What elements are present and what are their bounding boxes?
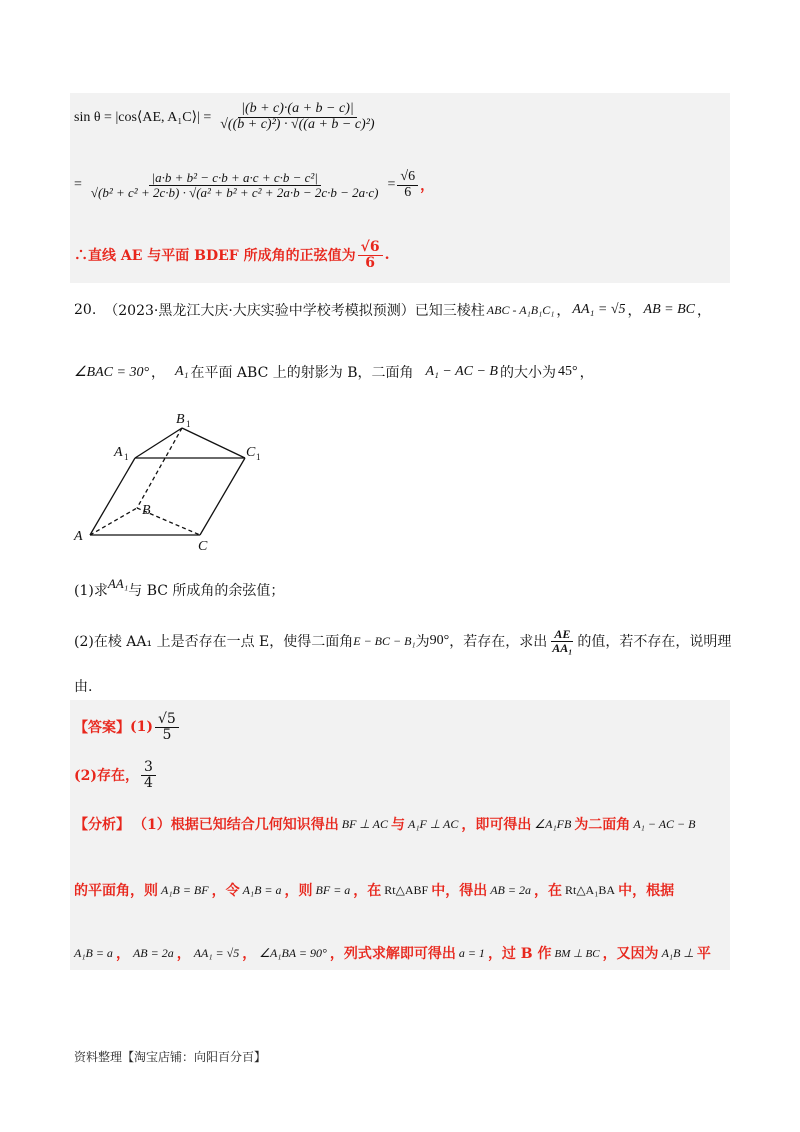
analysis-text: ，则: [284, 883, 313, 899]
q2-frac-numerator: AE: [551, 628, 573, 642]
q2-frac-denominator: AA₁: [552, 640, 573, 655]
q2-degree: 90°: [429, 633, 450, 649]
analysis-text: 的平面角，则: [74, 883, 158, 899]
solution-line-2: [74, 170, 434, 200]
analysis-label: 【分析】: [74, 817, 130, 833]
cos-fraction: [217, 102, 377, 132]
answer-part-1: (1): [130, 719, 153, 736]
analysis-math: a = 1: [458, 945, 485, 960]
answer-1-numerator: √5: [155, 712, 179, 728]
edge-b1-b-hidden: [137, 428, 182, 508]
edge-a-a1: [90, 458, 135, 535]
sep: ，: [627, 303, 642, 319]
analysis-text: 中，得出: [431, 883, 488, 899]
analysis-math: A₁B ⊥: [661, 945, 694, 960]
analysis-text: ，: [176, 946, 191, 962]
analysis-text: 中，根据: [618, 883, 675, 899]
edge-b1-c1: [182, 428, 245, 458]
problem-line-2: [74, 362, 594, 382]
result-fraction: [397, 170, 418, 200]
equals-sign: =: [74, 177, 82, 193]
edge-a-b-hidden: [90, 508, 137, 535]
answer-2-numerator: 3: [141, 760, 156, 776]
cos-numerator: |(b + c)·(a + b − c)|: [238, 102, 357, 118]
analysis-math: AB = 2a: [490, 882, 531, 897]
conclusion-numerator: √6: [358, 240, 383, 256]
problem-line-1: [74, 300, 711, 320]
aa1-length: AA₁ = √5: [572, 302, 626, 317]
label-b: B: [142, 503, 151, 518]
conclusion-fraction: [358, 240, 383, 270]
problem-source: （2023·黑龙江大庆·大庆实验中学校考模拟预测）已知三棱柱: [104, 303, 485, 319]
analysis-text: ，在: [353, 883, 382, 899]
sep: ，: [579, 365, 594, 381]
angle-bac: ∠BAC = 30°: [74, 364, 150, 380]
problem-number: 20.: [74, 302, 97, 318]
answer-line-1: [74, 712, 181, 742]
analysis-text: ，即可得出: [461, 817, 532, 833]
analysis-text: 为二面角: [574, 817, 631, 833]
answer-line-2: [74, 760, 158, 790]
label-a1: A: [114, 445, 123, 460]
projection-text: 在平面 ABC 上的射影为 B，二面角: [190, 365, 414, 381]
analysis-text: 与: [390, 817, 405, 833]
analysis-text: ，列式求解即可得出: [329, 946, 456, 962]
analysis-line-1: [74, 814, 695, 834]
equals-sign-2: =: [387, 177, 396, 193]
solution-line-1: [74, 102, 380, 132]
sep: ，: [696, 303, 711, 319]
answer-1-fraction: [155, 712, 179, 742]
analysis-math: BM ⊥ BC: [554, 947, 600, 960]
analysis-text: ，令: [211, 883, 240, 899]
conclusion-text: ∴直线 AE 与平面 BDEF 所成角的正弦值为: [74, 248, 356, 265]
analysis-math: Rt△ABF: [384, 882, 429, 897]
analysis-text: ，: [242, 946, 257, 962]
q1-text: 与 BC 所成角的余弦值；: [128, 583, 285, 599]
expanded-numerator: |a·b + b² − c·b + a·c + c·b − c²|: [149, 171, 321, 186]
result-numerator: √6: [397, 170, 418, 186]
q2-mid: 为: [415, 634, 430, 651]
prism-figure: [70, 410, 280, 560]
cos-denominator: √((b + c)²) · √((a + b − c)²): [220, 116, 375, 132]
analysis-math: A₁B = BF: [161, 882, 209, 897]
prism-name: ABC - A₁B₁C₁: [486, 302, 555, 317]
expanded-denominator: √(b² + c² + 2c·b) · √(a² + b² + c² + 2a·b − 2c·b − 2a·c): [90, 184, 379, 200]
edge-a1-b1: [135, 428, 182, 458]
analysis-math: ∠A₁FB: [534, 816, 572, 831]
label-c: C: [198, 539, 208, 554]
angle-45: 45°: [558, 364, 578, 379]
analysis-line-2: [74, 880, 674, 900]
solution-conclusion: [74, 240, 389, 270]
label-a1-sub: 1: [124, 452, 129, 462]
answer-2-denominator: 4: [144, 774, 153, 791]
conclusion-denominator: 6: [365, 254, 375, 271]
analysis-math: AA₁ = √5: [193, 945, 240, 960]
q2-fraction: [549, 628, 575, 654]
answer-1-denominator: 5: [162, 726, 172, 743]
dihedral-angle: A₁ − AC − B: [425, 364, 498, 379]
q2-text3: 的值，若不存在，说明理: [577, 634, 732, 651]
q1-variable: AA₁: [107, 576, 129, 591]
sep: ，: [556, 303, 571, 319]
result-comma: ，: [420, 178, 435, 195]
analysis-math: BF = a: [315, 882, 351, 897]
analysis-line-3: [74, 943, 711, 963]
analysis-text: ，: [115, 946, 130, 962]
question-1: [74, 576, 285, 600]
edge-c-c1: [200, 458, 245, 535]
q2-text: (2)在棱 AA₁ 上是否存在一点 E，使得二面角: [74, 634, 354, 651]
answer-2-fraction: [141, 760, 156, 790]
answer-label: 【答案】: [74, 720, 130, 737]
question-2-end: 由.: [74, 679, 93, 695]
analysis-text: 平: [696, 946, 711, 962]
analysis-text: ，过 B 作: [487, 946, 552, 962]
ab-equals-bc: AB = BC: [643, 302, 695, 317]
page-footer: 资料整理【淘宝店铺：向阳百分百】: [74, 1050, 267, 1064]
analysis-math: A₁B = a: [74, 945, 113, 960]
result-denominator: 6: [404, 184, 412, 200]
point-a1: A₁: [175, 364, 189, 379]
conclusion-period: .: [384, 247, 390, 264]
label-c1-sub: 1: [256, 452, 261, 462]
q2-text2: ，若存在，求出: [449, 634, 548, 651]
sine-lhs: sin θ = |cos⟨AE, A₁C⟩| =: [74, 109, 212, 125]
expanded-fraction: [88, 171, 382, 199]
sep: ，: [151, 365, 166, 381]
analysis-math: A₁F ⊥ AC: [407, 816, 459, 831]
q2-dihedral: E − BC − B₁: [353, 633, 416, 648]
label-b1-sub: 1: [186, 419, 191, 429]
analysis-math: A₁ − AC − B: [633, 816, 696, 831]
analysis-math: ∠A₁BA = 90°: [259, 945, 327, 960]
analysis-text: ，在: [533, 883, 562, 899]
answer-part-2: (2)存在，: [74, 768, 139, 785]
label-a: A: [74, 529, 83, 544]
analysis-math: Rt△A₁BA: [564, 882, 616, 897]
analysis-math: BF ⊥ AC: [341, 816, 388, 831]
size-text: 的大小为: [500, 365, 556, 381]
label-c1: C: [246, 445, 256, 460]
q1-prefix: (1)求: [74, 583, 108, 599]
analysis-text: （1）根据已知结合几何知识得出: [133, 817, 339, 833]
analysis-math: AB = 2a: [132, 945, 174, 960]
label-b1: B: [176, 412, 185, 427]
analysis-text: ，又因为: [602, 946, 659, 962]
question-2: [74, 628, 731, 654]
analysis-math: A₁B = a: [242, 882, 282, 897]
